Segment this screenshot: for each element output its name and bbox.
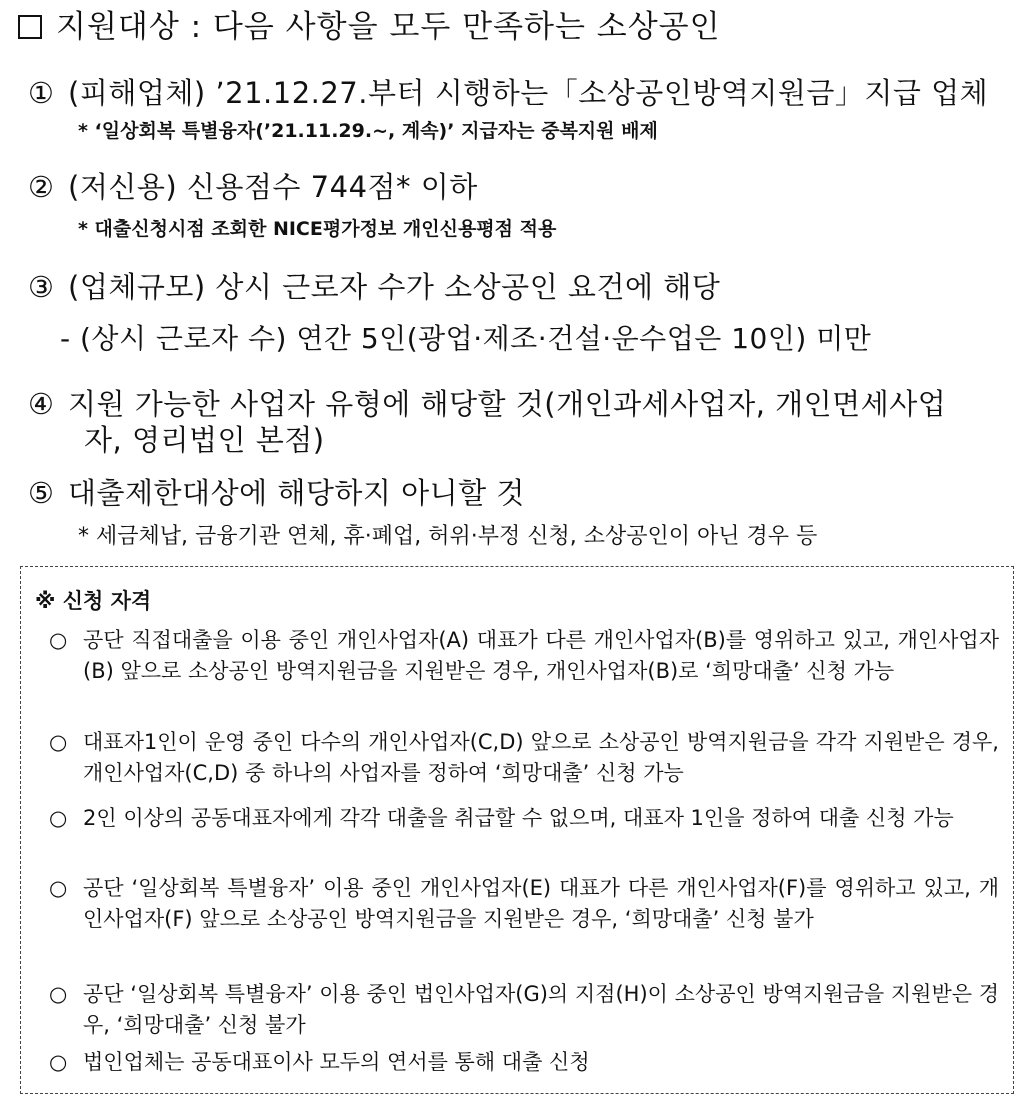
qualification-box: [20, 566, 1014, 1094]
qualification-bullet-4: [49, 873, 999, 935]
bullet-circle-icon: ○: [49, 876, 68, 900]
item-number: ③: [28, 270, 55, 304]
item-text: 대출제한대상에 해당하지 아니할 것: [68, 476, 525, 510]
criteria-item-4: [28, 386, 1018, 458]
qualification-bullet-3: [49, 803, 999, 834]
bullet-circle-icon: ○: [49, 628, 68, 652]
bullet-circle-icon: ○: [49, 982, 68, 1006]
bullet-text: 공단 직접대출을 이용 중인 개인사업자(A) 대표가 다른 개인사업자(B)를 영위하고 있고, 개인사업자(B) 앞으로 소상공인 방역지원금을 지원받은 경우, 개인사업자(B)로 ‘희망대출’ 신청 가능: [83, 628, 999, 683]
criteria-item-1: [28, 74, 988, 112]
qualification-bullet-5: [49, 979, 999, 1041]
item-text: (저신용) 신용점수 744점* 이하: [68, 170, 478, 204]
item-text: (피해업체) ’21.12.27.부터 시행하는「소상공인방역지원금」지급 업체: [68, 76, 989, 110]
item-text: (업체규모) 상시 근로자 수가 소상공인 요건에 해당: [68, 270, 721, 304]
criteria-item-2: [28, 168, 478, 206]
bullet-circle-icon: ○: [49, 730, 68, 754]
item-3-subline: - (상시 근로자 수) 연간 5인(광업·제조·건설·운수업은 10인) 미만: [60, 322, 872, 355]
checkbox-square-icon: [18, 15, 42, 39]
bullet-text: 공단 ‘일상회복 특별융자’ 이용 중인 법인사업자(G)의 지점(H)이 소상공인 방역지원금을 지원받은 경우, ‘희망대출’ 신청 불가: [83, 982, 999, 1037]
bullet-text: 법인업체는 공동대표이사 모두의 연서를 통해 대출 신청: [83, 1050, 590, 1074]
qualification-bullet-2: [49, 727, 999, 789]
criteria-item-5: [28, 474, 525, 512]
section-header: [18, 8, 721, 46]
qualification-bullet-1: [49, 625, 999, 687]
bullet-text: 2인 이상의 공동대표자에게 각각 대출을 취급할 수 없으며, 대표자 1인을 정하여 대출 신청 가능: [83, 806, 954, 830]
bullet-text: 대표자1인이 운영 중인 다수의 개인사업자(C,D) 앞으로 소상공인 방역지원금을 각각 지원받은 경우, 개인사업자(C,D) 중 하나의 사업자를 정하여 ‘희망대출’ 신청 가능: [83, 730, 999, 785]
item-2-note: * 대출신청시점 조회한 NICE평가정보 개인신용평점 적용: [78, 218, 557, 240]
item-number: ④: [28, 387, 55, 421]
bullet-text: 공단 ‘일상회복 특별융자’ 이용 중인 개인사업자(E) 대표가 다른 개인사업자(F)를 영위하고 있고, 개인사업자(F) 앞으로 소상공인 방역지원금을 지원받은 경우, ‘희망대출’ 신청 불가: [83, 876, 999, 931]
bullet-circle-icon: ○: [49, 1050, 68, 1074]
item-number: ②: [28, 170, 55, 204]
item-number: ①: [28, 76, 55, 110]
item-text: 지원 가능한 사업자 유형에 해당할 것(개인과세사업자, 개인면세사업: [68, 387, 947, 421]
box-title: ※ 신청 자격: [35, 589, 152, 613]
item-1-note: * ‘일상회복 특별융자(’21.11.29.~, 계속)’ 지급자는 중복지원 배제: [78, 120, 658, 142]
qualification-bullet-6: [49, 1047, 999, 1078]
item-5-note: * 세금체납, 금융기관 연체, 휴·폐업, 허위·부정 신청, 소상공인이 아닌 경우 등: [78, 524, 818, 549]
item-text-continued: 자, 영리법인 본점): [84, 423, 325, 457]
section-header-text: 지원대상 : 다음 사항을 모두 만족하는 소상공인: [56, 9, 721, 45]
item-number: ⑤: [28, 476, 55, 510]
criteria-item-3: [28, 268, 720, 306]
bullet-circle-icon: ○: [49, 806, 68, 830]
